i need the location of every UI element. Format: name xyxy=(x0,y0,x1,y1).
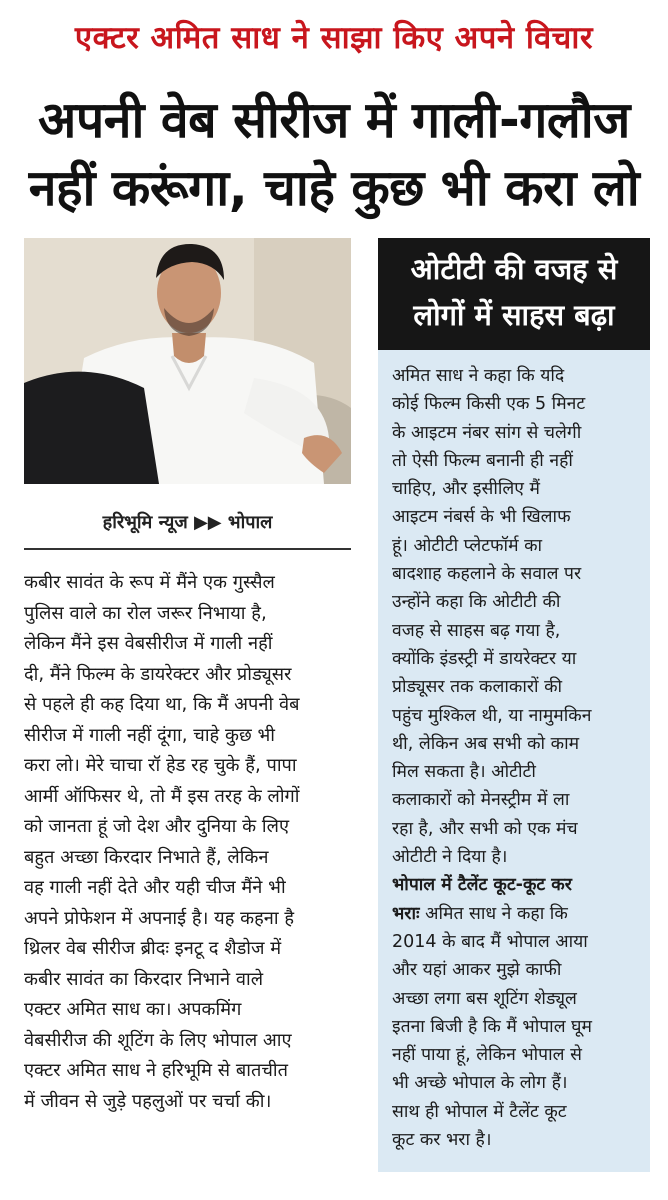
sidebar-line: इतना बिजी है कि मैं भोपाल घूम xyxy=(392,1016,592,1037)
body-line: से पहले ही कह दिया था, कि मैं अपनी वेब xyxy=(24,694,300,715)
body-line: करा लो। मेरे चाचा रॉ हेड रह चुके हैं, पापा xyxy=(24,755,297,776)
sidebar-body xyxy=(392,362,644,1154)
sidebar-line: तो ऐसी फिल्म बनानी ही नहीं xyxy=(392,450,573,471)
sidebar-line: मिल सकता है। ओटीटी xyxy=(392,762,536,783)
body-line: दी, मैंने फिल्म के डायरेक्टर और प्रोड्यूसर xyxy=(24,663,292,685)
sidebar-line: 2014 के बाद मैं भोपाल आया xyxy=(392,931,588,952)
sidebar-line: और यहां आकर मुझे काफी xyxy=(392,960,562,981)
sidebar-subhead: भोपाल में टैलेंट कूट-कूट कर xyxy=(392,875,572,896)
sidebar-line: के आइटम नंबर सांग से चलेगी xyxy=(392,422,582,443)
sidebar-subhead-line-2 xyxy=(392,900,644,928)
sidebar-heading-line-1: ओटीटी की वजह से xyxy=(410,252,618,286)
sidebar-subhead-lead: भराः xyxy=(392,903,420,924)
main-headline xyxy=(0,86,668,222)
sidebar-line: रहा है, और सभी को एक मंच xyxy=(392,818,578,839)
body-line: एक्टर अमित साध का। अपकमिंग xyxy=(24,999,242,1020)
sidebar-line: बादशाह कहलाने के सवाल पर xyxy=(392,564,582,585)
body-line: एक्टर अमित साध ने हरिभूमि से बातचीत xyxy=(24,1060,288,1081)
body-line: थ्रिलर वेब सीरीज ब्रीदः इनटू द शैडोज में xyxy=(24,938,282,959)
body-line: पुलिस वाले का रोल जरूर निभाया है, xyxy=(24,602,267,624)
sidebar-line: नहीं पाया हूं, लेकिन भोपाल से xyxy=(392,1045,582,1066)
body-line: में जीवन से जुड़े पहलुओं पर चर्चा की। xyxy=(24,1090,272,1112)
article-body xyxy=(24,568,359,1117)
sidebar-line: कोई फिल्म किसी एक 5 मिनट xyxy=(392,394,586,415)
sidebar-line: प्रोड्यूसर तक कलाकारों की xyxy=(392,677,563,698)
sidebar-line: आइटम नंबर्स के भी खिलाफ xyxy=(392,507,571,528)
body-line: बहुत अच्छा किरदार निभाते हैं, लेकिन xyxy=(24,846,269,868)
headline-line-1: अपनी वेब सीरीज में गाली-गलौज xyxy=(38,91,630,149)
sidebar-line: भी अच्छे भोपाल के लोग हैं। xyxy=(392,1073,568,1094)
sidebar-line: थी, लेकिन अब सभी को काम xyxy=(392,733,580,754)
sidebar-line: अच्छा लगा बस शूटिंग शेड्यूल xyxy=(392,988,577,1009)
body-line: वेबसीरीज की शूटिंग के लिए भोपाल आए xyxy=(24,1029,292,1051)
body-line: वह गाली नहीं देते और यही चीज मैंने भी xyxy=(24,877,286,898)
sidebar-line: कूट कर भरा है। xyxy=(392,1130,492,1151)
body-line: लेकिन मैंने इस वेबसीरीज में गाली नहीं xyxy=(24,633,273,654)
sidebar-line: वजह से साहस बढ़ गया है, xyxy=(392,620,561,641)
sidebar-subhead-rest: अमित साध ने कहा कि xyxy=(419,903,568,924)
byline-divider xyxy=(24,548,351,550)
sidebar-heading xyxy=(378,238,650,350)
sidebar-line: उन्होंने कहा कि ओटीटी की xyxy=(392,592,561,613)
sidebar-line: अमित साध ने कहा कि यदि xyxy=(392,366,565,386)
byline: हरिभूमि न्यूज ▶▶ भोपाल xyxy=(102,512,273,533)
sidebar-heading-line-2: लोगों में साहस बढ़ा xyxy=(413,298,615,332)
body-line: सीरीज में गाली नहीं दूंगा, चाहे कुछ भी xyxy=(24,724,275,746)
sidebar-line: चाहिए, और इसीलिए मैं xyxy=(392,479,540,500)
body-line: आर्मी ऑफिसर थे, तो मैं इस तरह के लोगों xyxy=(24,785,300,807)
portrait-photo xyxy=(24,238,351,484)
portrait-illustration xyxy=(24,238,351,484)
body-line: अपने प्रोफेशन में अपनाई है। यह कहना है xyxy=(24,907,295,929)
headline-line-2: नहीं करूंगा, चाहे कुछ भी करा लो xyxy=(28,159,640,217)
body-line: कबीर सावंत का किरदार निभाने वाले xyxy=(24,968,264,990)
sidebar-line: हूं। ओटीटी प्लेटफॉर्म का xyxy=(392,535,543,556)
sidebar-line: पहुंच मुश्किल थी, या नामुमकिन xyxy=(392,705,592,726)
sidebar-line: साथ ही भोपाल में टैलेंट कूट xyxy=(392,1101,567,1122)
sidebar-line: कलाकारों को मेनस्ट्रीम में ला xyxy=(392,790,570,811)
body-line: कबीर सावंत के रूप में मैंने एक गुस्सैल xyxy=(24,572,275,593)
body-line: को जानता हूं जो देश और दुनिया के लिए xyxy=(24,816,290,837)
sidebar-line: ओटीटी ने दिया है। xyxy=(392,847,508,868)
kicker-headline: एक्टर अमित साध ने साझा किए अपने विचार xyxy=(74,20,594,56)
sidebar-line: क्योंकि इंडस्ट्री में डायरेक्टर या xyxy=(392,648,577,669)
